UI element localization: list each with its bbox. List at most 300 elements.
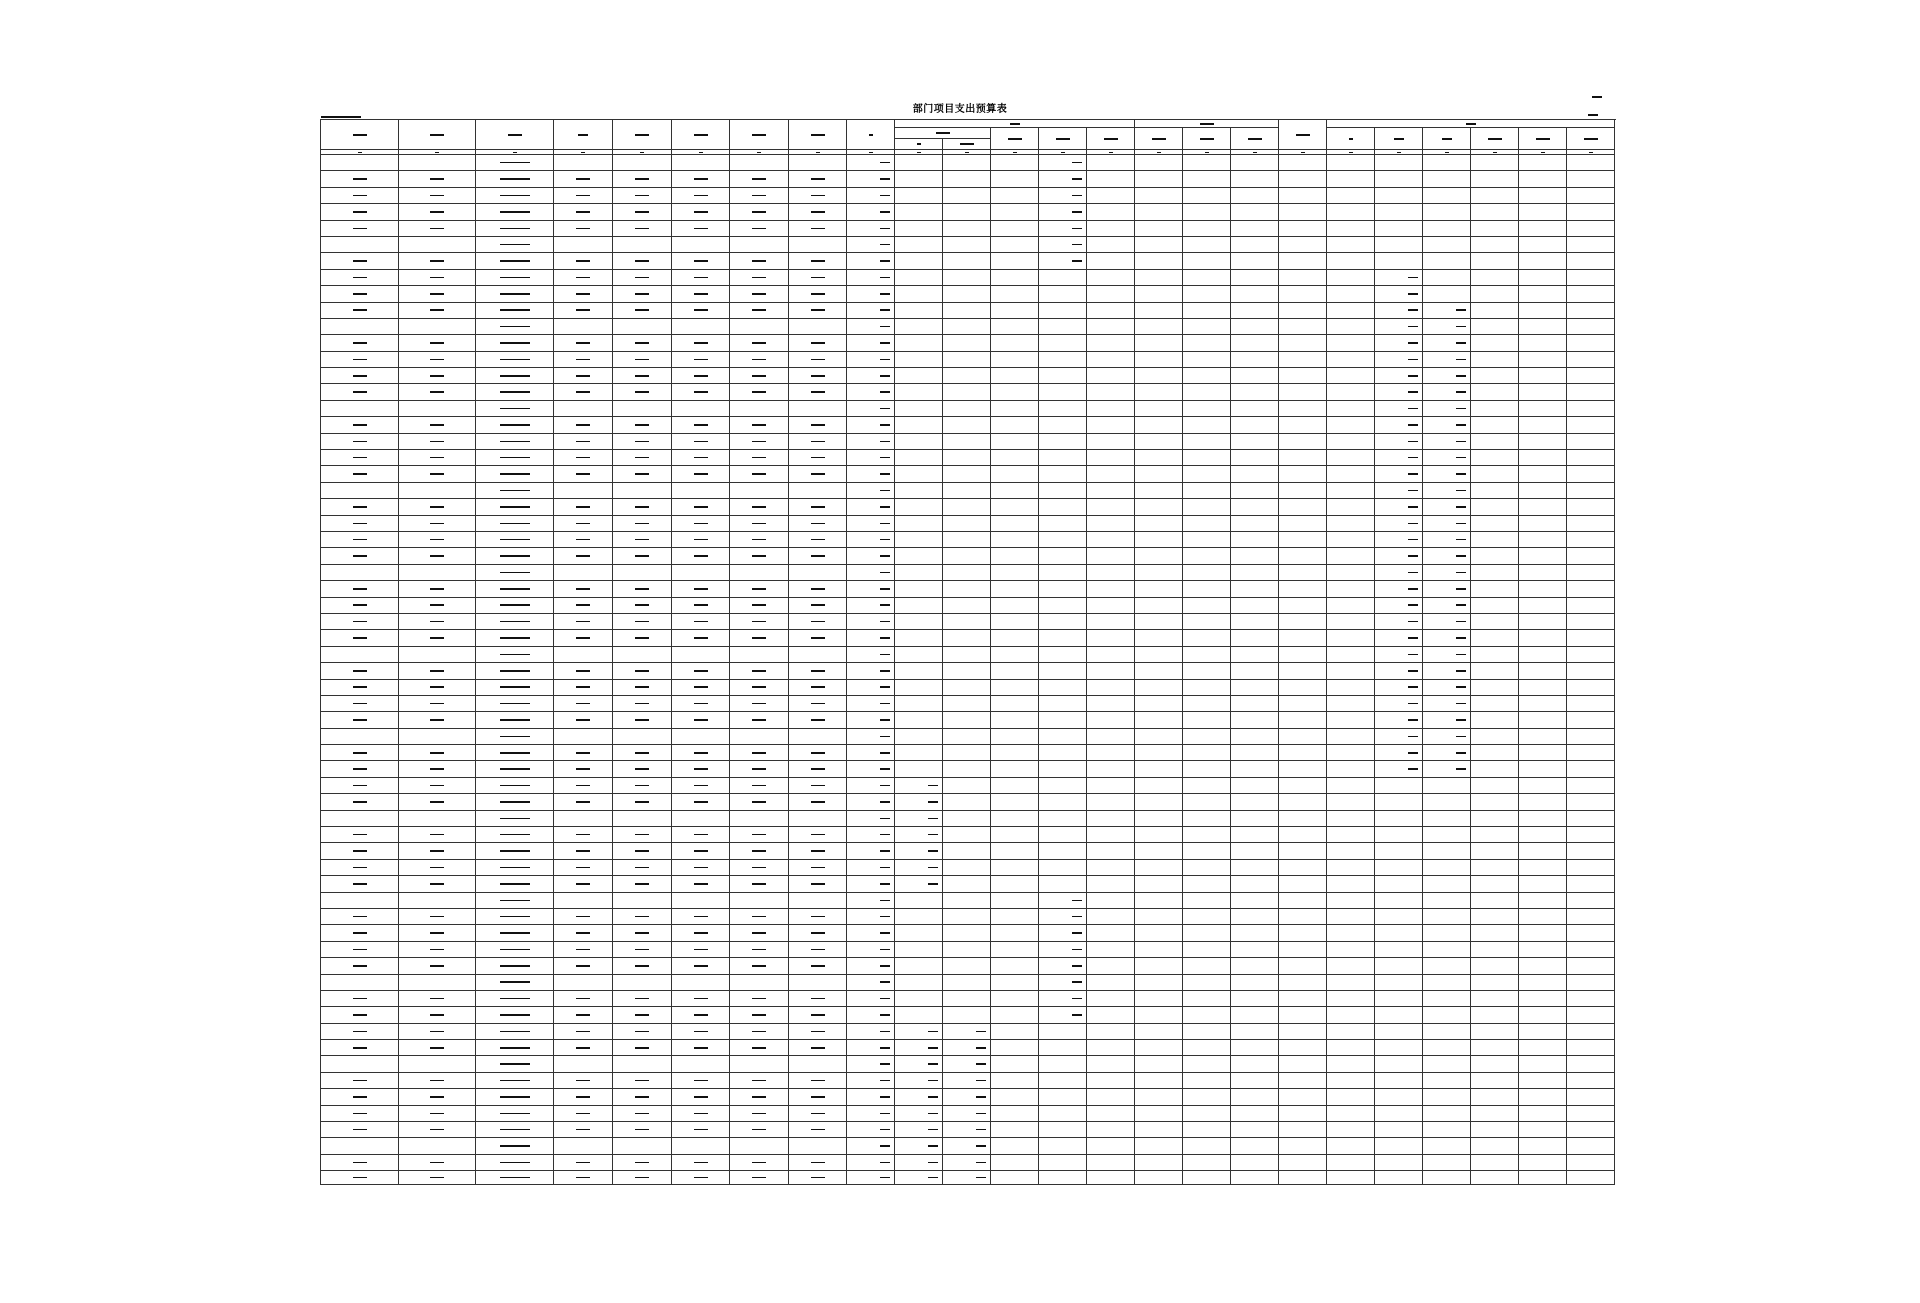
illegible-text-mark: [500, 719, 530, 721]
illegible-text-mark: [880, 1177, 890, 1179]
table-cell: [1567, 908, 1615, 924]
illegible-text-mark: [500, 1014, 530, 1016]
table-cell: [1423, 745, 1471, 761]
table-cell: [1423, 368, 1471, 384]
table-cell: [943, 482, 991, 498]
table-cell: [1471, 269, 1519, 285]
table-cell: [476, 990, 554, 1006]
table-cell: [895, 1122, 943, 1138]
illegible-text-mark: [1456, 523, 1466, 525]
illegible-text-mark: [880, 637, 890, 639]
illegible-text-mark: [928, 1145, 938, 1147]
table-cell: [991, 1023, 1039, 1039]
table-cell: [554, 630, 613, 646]
table-cell: [1183, 712, 1231, 728]
header-cell: [1423, 128, 1471, 150]
table-cell: [789, 974, 847, 990]
illegible-text-mark: [811, 1031, 825, 1033]
illegible-text-mark: [1072, 211, 1082, 213]
table-cell: [943, 958, 991, 974]
table-cell: [895, 597, 943, 613]
table-cell: [991, 302, 1039, 318]
table-cell: [1567, 564, 1615, 580]
table-cell: [1279, 155, 1327, 171]
table-cell: [554, 1122, 613, 1138]
table-cell: [1231, 220, 1279, 236]
table-cell: [399, 794, 476, 810]
table-cell: [1231, 1105, 1279, 1121]
table-cell: [1375, 1154, 1423, 1170]
table-cell: [895, 564, 943, 580]
table-cell: [1471, 695, 1519, 711]
table-cell: [1423, 876, 1471, 892]
illegible-text-mark: [500, 1129, 530, 1131]
illegible-text-mark: [694, 637, 708, 639]
table-cell: [672, 564, 730, 580]
illegible-text-mark: [576, 785, 590, 787]
table-cell: [1039, 745, 1087, 761]
illegible-text-mark: [880, 244, 890, 246]
illegible-text-mark: [500, 1113, 530, 1115]
table-cell: [847, 581, 895, 597]
table-cell: [1039, 466, 1087, 482]
table-cell: [1279, 941, 1327, 957]
table-cell: [1567, 581, 1615, 597]
table-cell: [1135, 1171, 1183, 1185]
table-cell: [1279, 1040, 1327, 1056]
table-cell: [1279, 515, 1327, 531]
illegible-text-mark: [500, 949, 530, 951]
table-cell: [554, 728, 613, 744]
illegible-text-mark: [1072, 228, 1082, 230]
table-row: [321, 859, 1615, 875]
table-cell: [1183, 876, 1231, 892]
illegible-text-mark: [1456, 588, 1466, 590]
table-cell: [895, 417, 943, 433]
table-cell: [1135, 236, 1183, 252]
table-row: [321, 1105, 1615, 1121]
table-cell: [1231, 466, 1279, 482]
table-cell: [1087, 1089, 1135, 1105]
table-cell: [1231, 958, 1279, 974]
table-cell: [1375, 400, 1423, 416]
table-row: [321, 1154, 1615, 1170]
table-cell: [321, 1089, 399, 1105]
table-cell: [1423, 777, 1471, 793]
table-cell: [1375, 171, 1423, 187]
table-cell: [895, 761, 943, 777]
table-cell: [730, 581, 789, 597]
table-cell: [321, 400, 399, 416]
illegible-text-mark: [430, 752, 444, 754]
table-cell: [1327, 155, 1375, 171]
illegible-text-mark: [576, 637, 590, 639]
table-cell: [1279, 384, 1327, 400]
illegible-text-mark: [880, 359, 890, 361]
table-cell: [895, 204, 943, 220]
table-cell: [991, 286, 1039, 302]
illegible-text-mark: [500, 1162, 530, 1164]
table-header-row-1: [321, 120, 1615, 128]
illegible-text-mark: [880, 850, 890, 852]
table-cell: [943, 1105, 991, 1121]
table-cell: [1375, 827, 1423, 843]
table-cell: [895, 450, 943, 466]
table-cell: [321, 318, 399, 334]
illegible-text-mark: [752, 768, 766, 770]
illegible-text-mark: [928, 867, 938, 869]
illegible-text-mark: [928, 1096, 938, 1098]
table-cell: [399, 892, 476, 908]
table-cell: [1567, 1089, 1615, 1105]
table-cell: [1423, 941, 1471, 957]
table-cell: [943, 613, 991, 629]
table-cell: [1279, 777, 1327, 793]
illegible-text-mark: [811, 1047, 825, 1049]
table-cell: [1039, 318, 1087, 334]
illegible-text-mark: [1072, 998, 1082, 1000]
table-cell: [1231, 695, 1279, 711]
illegible-text-mark: [976, 1063, 986, 1065]
illegible-text-mark: [430, 949, 444, 951]
illegible-text-mark: [353, 342, 367, 344]
table-cell: [613, 581, 672, 597]
illegible-text-mark: [635, 801, 649, 803]
table-cell: [1327, 1089, 1375, 1105]
illegible-text-mark: [353, 1129, 367, 1131]
table-cell: [1567, 859, 1615, 875]
table-cell: [1519, 695, 1567, 711]
table-cell: [399, 220, 476, 236]
table-cell: [1279, 269, 1327, 285]
header-cell: [399, 120, 476, 150]
table-cell: [1471, 1072, 1519, 1088]
table-cell: [1087, 466, 1135, 482]
table-cell: [321, 384, 399, 400]
illegible-text-mark: [635, 604, 649, 606]
table-cell: [476, 1056, 554, 1072]
table-cell: [1039, 499, 1087, 515]
illegible-text-mark: [500, 1063, 530, 1065]
table-cell: [476, 318, 554, 334]
illegible-text-mark: [500, 588, 530, 590]
table-cell: [1423, 646, 1471, 662]
table-cell: [789, 433, 847, 449]
table-cell: [399, 286, 476, 302]
table-cell: [895, 384, 943, 400]
table-cell: [1423, 171, 1471, 187]
table-cell: [321, 745, 399, 761]
table-cell: [1567, 827, 1615, 843]
illegible-text-mark: [1408, 309, 1418, 311]
illegible-text-mark: [1408, 703, 1418, 705]
table-cell: [789, 843, 847, 859]
table-cell: [1087, 794, 1135, 810]
table-cell: [1039, 990, 1087, 1006]
table-cell: [1135, 663, 1183, 679]
illegible-text-mark: [811, 719, 825, 721]
table-cell: [895, 499, 943, 515]
table-cell: [1087, 155, 1135, 171]
illegible-text-mark: [353, 867, 367, 869]
illegible-text-mark: [694, 342, 708, 344]
illegible-text-mark: [752, 195, 766, 197]
illegible-text-mark: [694, 555, 708, 557]
table-cell: [1039, 925, 1087, 941]
table-cell: [1279, 843, 1327, 859]
table-cell: [895, 351, 943, 367]
illegible-text-mark: [1408, 326, 1418, 328]
table-cell: [991, 663, 1039, 679]
table-cell: [672, 941, 730, 957]
illegible-text-mark: [880, 834, 890, 836]
table-cell: [1039, 155, 1087, 171]
table-cell: [1039, 728, 1087, 744]
table-cell: [1375, 761, 1423, 777]
illegible-text-mark: [811, 883, 825, 885]
table-cell: [1375, 384, 1423, 400]
illegible-text-mark: [811, 801, 825, 803]
illegible-text-mark: [353, 621, 367, 623]
table-cell: [730, 745, 789, 761]
illegible-text-mark: [500, 621, 530, 623]
illegible-text-mark: [576, 342, 590, 344]
table-cell: [321, 564, 399, 580]
illegible-text-mark: [880, 818, 890, 820]
header-group-cell: [1327, 120, 1615, 128]
table-cell: [1231, 1089, 1279, 1105]
table-cell: [399, 564, 476, 580]
table-cell: [1279, 581, 1327, 597]
illegible-text-mark: [500, 309, 530, 311]
table-cell: [1183, 384, 1231, 400]
table-cell: [730, 777, 789, 793]
illegible-text-mark: [635, 768, 649, 770]
illegible-text-mark: [752, 883, 766, 885]
table-cell: [991, 204, 1039, 220]
illegible-text-mark: [752, 375, 766, 377]
table-cell: [399, 187, 476, 203]
illegible-text-mark: [880, 719, 890, 721]
table-cell: [1231, 745, 1279, 761]
table-cell: [1183, 351, 1231, 367]
illegible-text-mark: [500, 604, 530, 606]
illegible-text-mark: [752, 277, 766, 279]
table-row: [321, 253, 1615, 269]
table-cell: [1471, 499, 1519, 515]
table-cell: [321, 1023, 399, 1039]
table-cell: [554, 892, 613, 908]
table-cell: [554, 302, 613, 318]
table-cell: [730, 679, 789, 695]
table-cell: [321, 663, 399, 679]
illegible-text-mark: [1408, 719, 1418, 721]
table-cell: [1471, 630, 1519, 646]
table-cell: [399, 318, 476, 334]
table-cell: [1519, 548, 1567, 564]
table-cell: [554, 1007, 613, 1023]
table-cell: [847, 843, 895, 859]
illegible-text-mark: [811, 1177, 825, 1179]
table-cell: [1327, 1007, 1375, 1023]
table-cell: [321, 958, 399, 974]
table-cell: [1375, 548, 1423, 564]
illegible-text-mark: [811, 998, 825, 1000]
table-cell: [399, 646, 476, 662]
illegible-text-mark: [576, 211, 590, 213]
table-cell: [1039, 286, 1087, 302]
illegible-text-mark: [1408, 424, 1418, 426]
table-cell: [613, 974, 672, 990]
illegible-text-mark: [880, 424, 890, 426]
illegible-text-mark: [635, 785, 649, 787]
table-cell: [895, 810, 943, 826]
table-cell: [554, 515, 613, 531]
table-cell: [789, 531, 847, 547]
table-cell: [847, 597, 895, 613]
table-cell: [1135, 531, 1183, 547]
table-row: [321, 171, 1615, 187]
illegible-text-mark: [976, 1096, 986, 1098]
illegible-text-mark: [576, 277, 590, 279]
illegible-text-mark: [353, 1047, 367, 1049]
table-cell: [1039, 1138, 1087, 1154]
header-cell: [847, 120, 895, 150]
table-cell: [1039, 1040, 1087, 1056]
illegible-text-mark: [500, 768, 530, 770]
table-cell: [1183, 810, 1231, 826]
illegible-text-mark: [353, 670, 367, 672]
table-cell: [476, 876, 554, 892]
illegible-text-mark: [694, 703, 708, 705]
illegible-text-mark: [752, 342, 766, 344]
table-cell: [1135, 335, 1183, 351]
table-cell: [1231, 1122, 1279, 1138]
table-cell: [554, 548, 613, 564]
illegible-text-mark: [635, 1162, 649, 1164]
illegible-text-mark: [1408, 752, 1418, 754]
illegible-text-mark: [576, 523, 590, 525]
illegible-text-mark: [694, 867, 708, 869]
table-cell: [1423, 187, 1471, 203]
table-cell: [1279, 335, 1327, 351]
illegible-text-mark: [635, 1113, 649, 1115]
header-cell: [1279, 120, 1327, 150]
table-cell: [730, 712, 789, 728]
table-cell: [1327, 204, 1375, 220]
table-cell: [1135, 613, 1183, 629]
illegible-text-mark: [500, 834, 530, 836]
table-cell: [1183, 1072, 1231, 1088]
table-cell: [321, 810, 399, 826]
table-cell: [399, 777, 476, 793]
table-cell: [1471, 515, 1519, 531]
table-cell: [1519, 777, 1567, 793]
table-cell: [476, 728, 554, 744]
table-cell: [895, 777, 943, 793]
illegible-text-mark: [430, 1047, 444, 1049]
table-cell: [1519, 318, 1567, 334]
table-cell: [1135, 351, 1183, 367]
table-cell: [1135, 925, 1183, 941]
illegible-text-mark: [1408, 359, 1418, 361]
table-cell: [476, 204, 554, 220]
table-cell: [1087, 400, 1135, 416]
table-cell: [1183, 1171, 1231, 1185]
table-cell: [1135, 187, 1183, 203]
illegible-text-mark: [430, 260, 444, 262]
table-cell: [321, 269, 399, 285]
table-cell: [1567, 794, 1615, 810]
table-cell: [1471, 663, 1519, 679]
table-row: [321, 810, 1615, 826]
illegible-text-mark: [576, 375, 590, 377]
table-cell: [613, 859, 672, 875]
table-cell: [1375, 335, 1423, 351]
illegible-text-mark: [752, 834, 766, 836]
table-cell: [1231, 794, 1279, 810]
table-cell: [943, 269, 991, 285]
table-cell: [1519, 400, 1567, 416]
table-cell: [1279, 695, 1327, 711]
table-cell: [1471, 941, 1519, 957]
table-row: [321, 466, 1615, 482]
table-cell: [1087, 1023, 1135, 1039]
illegible-text-mark: [500, 342, 530, 344]
table-cell: [991, 859, 1039, 875]
illegible-text-mark: [576, 359, 590, 361]
table-cell: [991, 958, 1039, 974]
illegible-text-mark: [1408, 441, 1418, 443]
table-cell: [613, 630, 672, 646]
illegible-text-mark: [576, 916, 590, 918]
illegible-text-mark: [430, 604, 444, 606]
table-cell: [1231, 1171, 1279, 1185]
table-cell: [895, 269, 943, 285]
illegible-text-mark: [752, 1177, 766, 1179]
table-cell: [1567, 171, 1615, 187]
table-cell: [1183, 286, 1231, 302]
table-cell: [1375, 286, 1423, 302]
table-cell: [554, 531, 613, 547]
table-cell: [730, 433, 789, 449]
table-cell: [1279, 1089, 1327, 1105]
table-cell: [991, 974, 1039, 990]
table-cell: [476, 646, 554, 662]
illegible-text-mark: [811, 228, 825, 230]
illegible-text-mark: [880, 883, 890, 885]
illegible-text-mark: [811, 539, 825, 541]
table-cell: [321, 646, 399, 662]
table-cell: [1519, 204, 1567, 220]
table-cell: [399, 974, 476, 990]
table-cell: [847, 204, 895, 220]
illegible-text-mark: [353, 965, 367, 967]
table-cell: [476, 1072, 554, 1088]
table-cell: [991, 155, 1039, 171]
illegible-text-mark: [694, 359, 708, 361]
table-cell: [554, 155, 613, 171]
table-cell: [1375, 515, 1423, 531]
table-cell: [672, 286, 730, 302]
table-cell: [1423, 482, 1471, 498]
table-cell: [1087, 417, 1135, 433]
table-cell: [672, 548, 730, 564]
table-cell: [399, 1105, 476, 1121]
table-cell: [1039, 908, 1087, 924]
table-cell: [895, 515, 943, 531]
table-row: [321, 827, 1615, 843]
